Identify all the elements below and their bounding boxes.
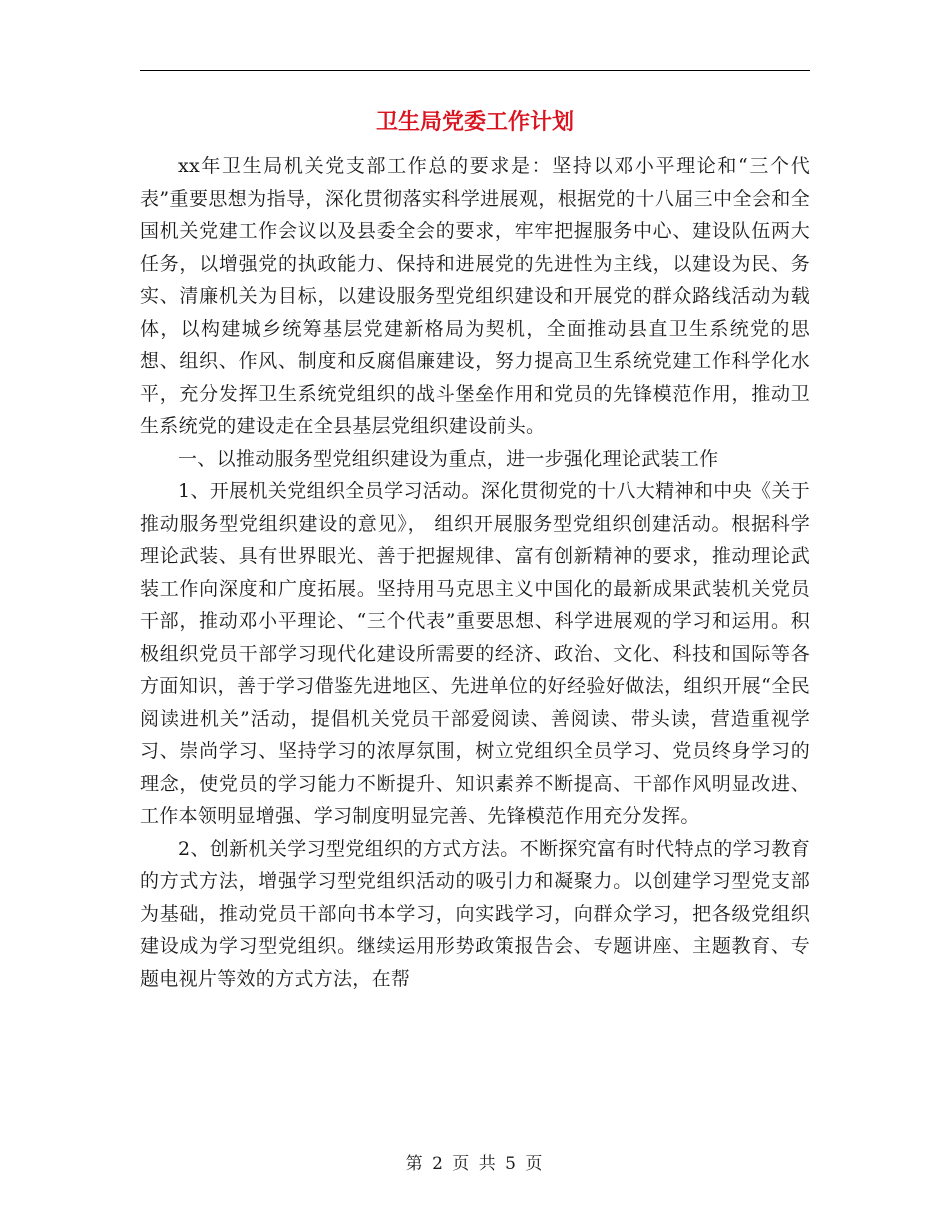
intro-paragraph: xx年卫生局机关党支部工作总的要求是：坚持以邓小平理论和“三个代表”重要思想为指导，深化贯彻落实科学进展观，根据党的十八届三中全会和全国机关党建工作会议以及县委全会的要求，牢牢把握服务中心、建设队伍两大任务，以增强党的执政能力、保持和进展党的先进性为主线，以建设为民、务实、清廉机关为目标，以建设服务型党组织建设和开展党的群众路线活动为载体，以构建城乡统筹基层党建新格局为契机，全面推动县直卫生系统党的思想、组织、作风、制度和反腐倡廉建设，努力提高卫生系统党建工作科学化水平，充分发挥卫生系统党组织的战斗堡垒作用和党员的先锋模范作用，推动卫生系统党的建设走在全县基层党组织建设前头。 (140, 155, 810, 437)
header-rule (140, 70, 810, 71)
item-paragraph-2: 2、创新机关学习型党组织的方式方法。不断探究富有时代特点的学习教育的方式方法，增强学习型党组织活动的吸引力和凝聚力。以创建学习型党支部为基础，推动党员干部向书本学习，向实践学习，向群众学习，把各级党组织建设成为学习型党组织。继续运用形势政策报告会、专题讲座、主题教育、专题电视片等效的方式方法，在帮 (140, 837, 810, 990)
document-body (140, 150, 810, 995)
page-number-footer: 第 2 页 共 5 页 (405, 1154, 545, 1174)
item-paragraph-1: 1、开展机关党组织全员学习活动。深化贯彻党的十八大精神和中央《关于推动服务型党组织建设的意见》， 组织开展服务型党组织创建活动。根据科学理论武装、具有世界眼光、善于把握规律、富有创新精神的要求，推动理论武装工作向深度和广度拓展。坚持用马克思主义中国化的最新成果武装机关党员干部，推动邓小平理论、“三个代表”重要思想、科学进展观的学习和运用。积极组织党员干部学习现代化建设所需要的经济、政治、文化、科技和国际等各方面知识，善于学习借鉴先进地区、先进单位的好经验好做法，组织开展“全民阅读进机关”活动，提倡机关党员干部爱阅读、善阅读、带头读，营造重视学习、崇尚学习、坚持学习的浓厚氛围，树立党组织全员学习、党员终身学习的理念，使党员的学习能力不断提升、知识素养不断提高、干部作风明显改进、工作本领明显增强、学习制度明显完善、先锋模范作用充分发挥。 (140, 480, 810, 827)
document-title: 卫生局党委工作计划 (375, 110, 574, 135)
section-heading-1: 一、以推动服务型党组织建设为重点，进一步强化理论武装工作 (178, 447, 719, 470)
